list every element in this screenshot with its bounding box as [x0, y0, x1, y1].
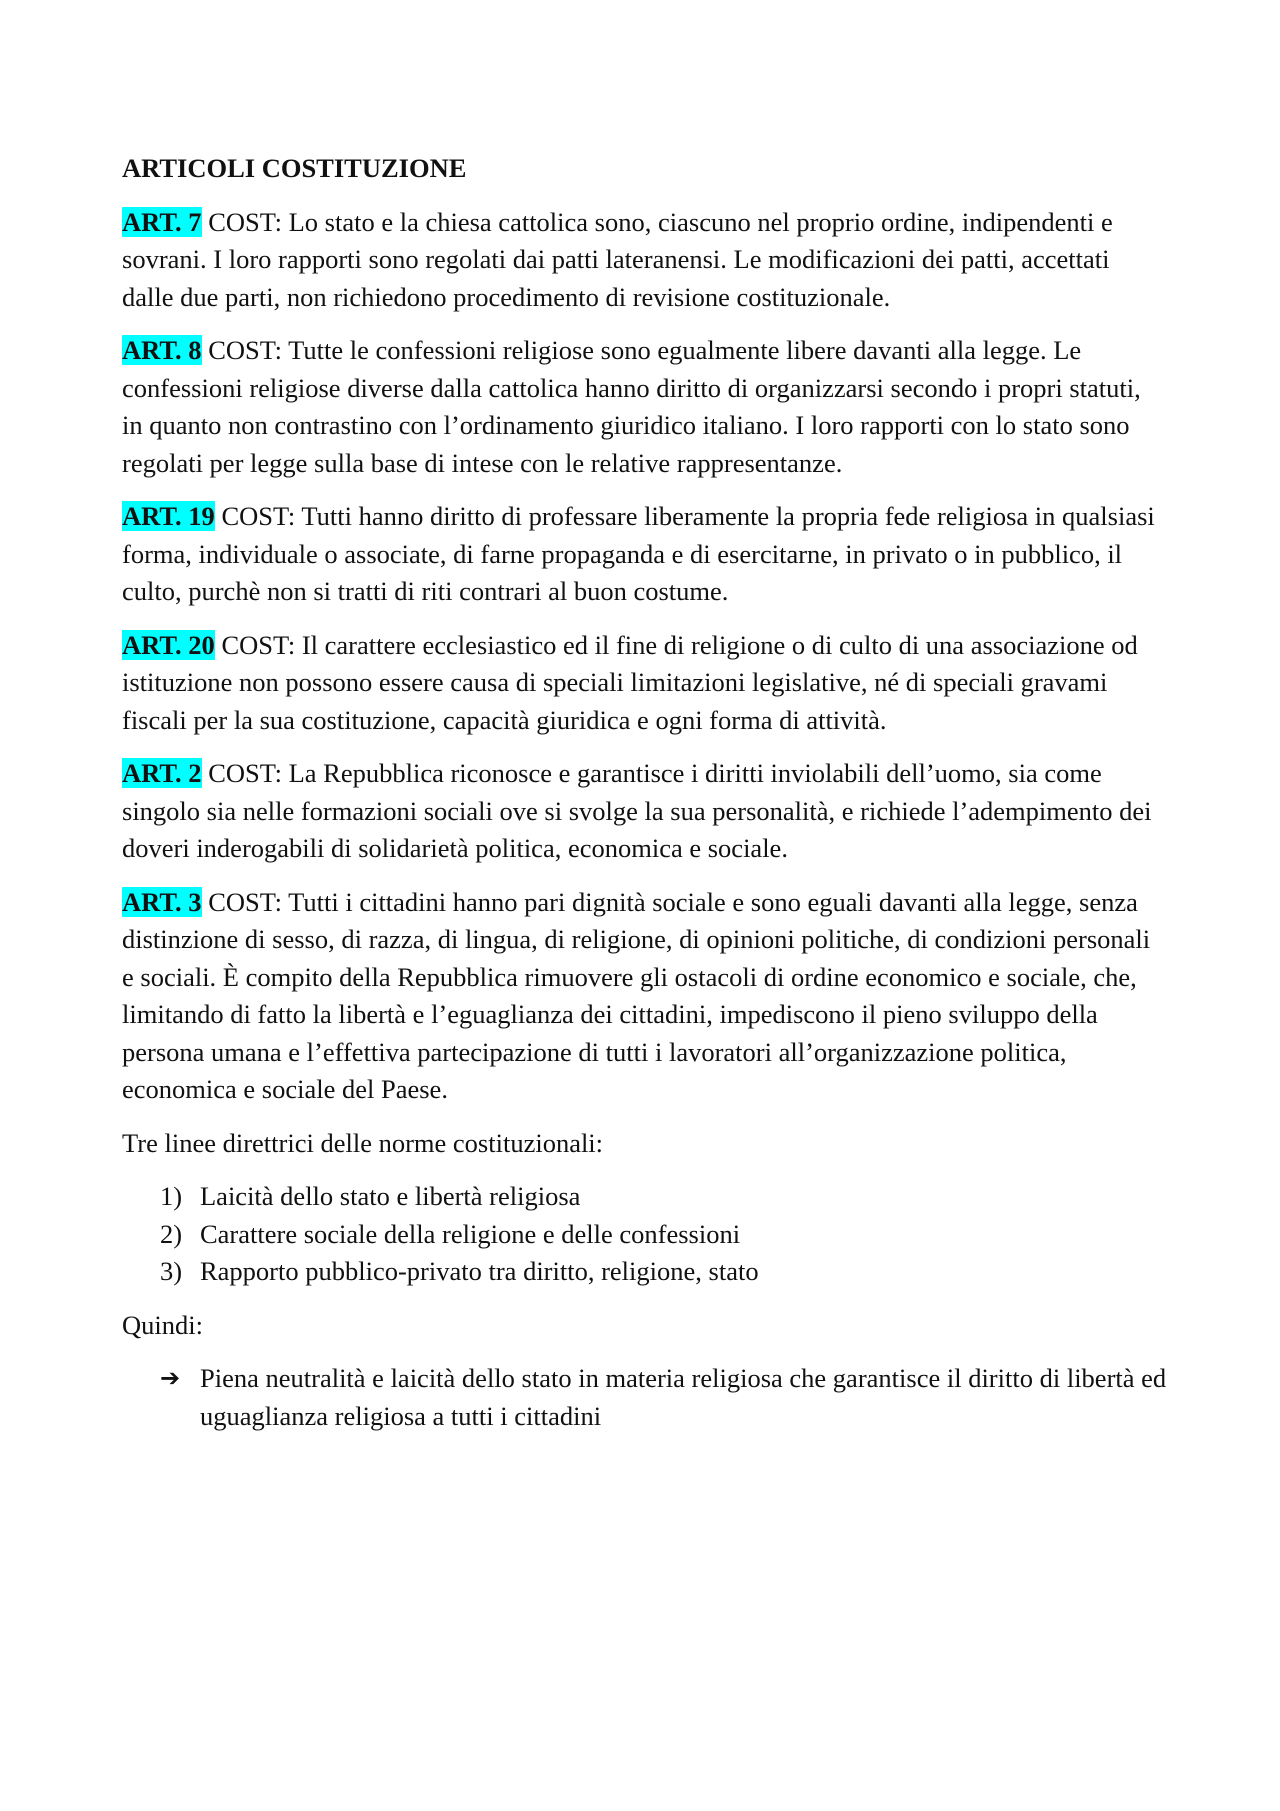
- conclusion-intro: Quindi:: [122, 1309, 203, 1340]
- article-label-highlight: ART. 8: [122, 335, 202, 365]
- article-label-highlight: ART. 19: [122, 501, 215, 531]
- arrow-right-icon: ➔: [160, 1364, 181, 1392]
- conclusion-text: Piena neutralità e laicità dello stato in materia religiosa che garantisce il diritto di libertà ed uguaglianza religiosa a tutti i cittadini: [200, 1363, 1167, 1431]
- list-item: [122, 1178, 1167, 1216]
- article-text: COST: Tutti i cittadini hanno pari dignità sociale e sono eguali davanti alla legge, senza distinzione di sesso, di razza, di lingua, di religione, di opinioni politiche, di condizioni personali e sociali. È compito della Repubblica rimuovere gli ostacoli di ordine economico e sociale, che, limitando di fatto la libertà e l’eguaglianza dei cittadini, impediscono il pieno sviluppo della persona umana e l’effettiva partecipazione di tutti i lavoratori all’organizzazione politica, economica e sociale del Paese.: [122, 886, 1151, 1104]
- article-text: COST: Il carattere ecclesiastico ed il fine di religione o di culto di una associazione od istituzione non possono essere causa di speciali limitazioni legislative, né di speciali gravami fiscali per la sua costituzione, capacità giuridica e ogni forma di attività.: [122, 629, 1138, 735]
- article-label-highlight: ART. 3: [122, 886, 202, 917]
- article-paragraph: [122, 627, 1167, 740]
- list-item: [122, 1360, 1167, 1435]
- list-item: [122, 1216, 1167, 1254]
- conclusion-list: [122, 1360, 1167, 1435]
- list-item-text: Carattere sociale della religione e delle confessioni: [200, 1218, 741, 1249]
- article-label-highlight: ART. 2: [122, 758, 202, 788]
- article-paragraph: [122, 755, 1167, 868]
- article-paragraph: [122, 204, 1167, 317]
- article-text: COST: Lo stato e la chiesa cattolica sono, ciascuno nel proprio ordine, indipendenti e sovrani. I loro rapporti sono regolati dai patti lateranensi. Le modificazioni dei patti, accettati dalle due parti, non richiedono procedimento di revisione costituzionale.: [122, 206, 1113, 312]
- article-paragraph: [122, 332, 1167, 482]
- document-title: ARTICOLI COSTITUZIONE: [122, 153, 467, 183]
- list-item-text: Rapporto pubblico-privato tra diritto, religione, stato: [200, 1256, 759, 1286]
- list-item: [122, 1253, 1167, 1291]
- article-paragraph: [122, 498, 1167, 611]
- article-text: COST: La Repubblica riconosce e garantisce i diritti inviolabili dell’uomo, sia come singolo sia nelle formazioni sociali ove si svolge la sua personalità, e richiede l’adempimento dei doveri inderogabili di solidarietà politica, economica e sociale.: [122, 758, 1152, 863]
- article-label-highlight: ART. 20: [122, 629, 215, 660]
- article-text: COST: Tutti hanno diritto di professare liberamente la propria fede religiosa in qualsiasi forma, individuale o associate, di farne propaganda e di esercitarne, in privato o in pubblico, il culto, purchè non si tratti di riti contrari al buon costume.: [122, 501, 1155, 606]
- list-item-number: 3): [160, 1256, 183, 1286]
- article-text: COST: Tutte le confessioni religiose sono egualmente libere davanti alla legge. Le confessioni religiose diverse dalla cattolica hanno diritto di organizzarsi secondo i propri statuti, in quanto non contrastino con l’ordinamento giuridico italiano. I loro rapporti con lo stato sono regolati per legge sulla base di intese con le relative rappresentanze.: [122, 335, 1141, 478]
- article-label-highlight: ART. 7: [122, 206, 202, 237]
- article-paragraph: [122, 884, 1167, 1109]
- list-item-number: 1): [160, 1181, 183, 1211]
- directives-intro: Tre linee direttrici delle norme costituzionali:: [122, 1127, 604, 1158]
- list-item-text: Laicità dello stato e libertà religiosa: [200, 1181, 581, 1211]
- directives-list: [122, 1178, 1167, 1291]
- list-item-number: 2): [160, 1218, 183, 1249]
- document-page: [122, 150, 1167, 1435]
